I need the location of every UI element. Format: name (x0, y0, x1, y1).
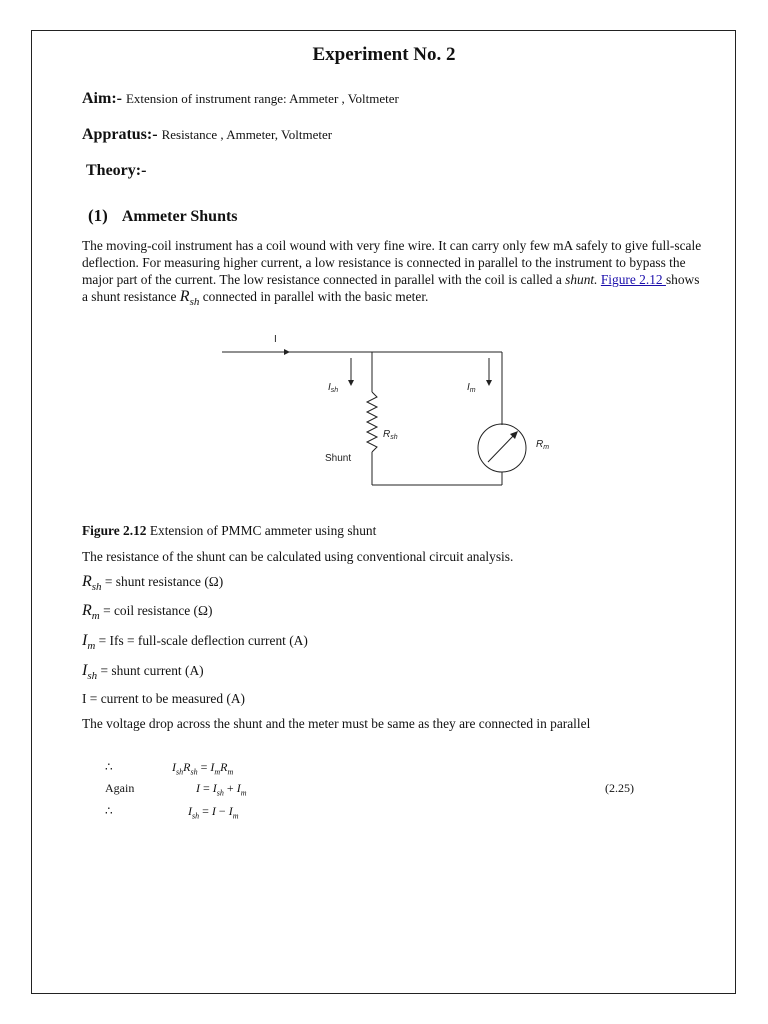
figure-link[interactable]: Figure 2.12 (600, 272, 666, 287)
caption-text: Extension of PMMC ammeter using shunt (146, 523, 377, 538)
apparatus-text: Resistance , Ammeter, Voltmeter (161, 127, 333, 142)
figure-caption (82, 523, 376, 539)
paragraph-part1: The moving-coil instrument has a coil wound with very fine wire. It can carry only few mA safely to give full-scale deflection. For measuring higher current, a low resistance is connected in parallel to the instrument to bypass the major part of the current. The low resistance connected in parallel with the coil is called a (82, 238, 702, 287)
paragraph-part3: connected in parallel with the basic meter. (199, 289, 429, 304)
section-title: Ammeter Shunts (121, 208, 238, 225)
therefore-symbol-2: ∴ (105, 804, 113, 818)
meter-needle (488, 434, 515, 462)
section-heading (88, 206, 238, 226)
therefore-symbol-1: ∴ (105, 760, 113, 774)
definition-ish: $I_{sh}$ = shunt current (A) (82, 662, 204, 683)
aim-row (82, 90, 399, 108)
theory-label: Theory:- (86, 162, 147, 179)
equation-number: (2.25) (605, 781, 634, 795)
shunt-circuit-diagram (222, 330, 550, 490)
voltage-line: The voltage drop across the shunt and the meter must be same as they are connected in parallel (82, 716, 591, 731)
caption-bold: Figure 2.12 (82, 523, 147, 538)
equation-3: $I_{sh} = I - I_m$ (188, 804, 239, 821)
intro-paragraph (82, 237, 702, 311)
ish-arrow-head (348, 380, 354, 386)
again-label: Again (105, 781, 135, 795)
intro-line: The resistance of the shunt can be calculated using conventional circuit analysis. (82, 549, 514, 564)
definition-im: $I_m$ = Ifs = full-scale deflection current (A) (82, 632, 308, 653)
current-definition: I = current to be measured (A) (82, 691, 245, 706)
ish-label: $I_{sh}$ (328, 382, 339, 394)
im-arrow-head (486, 380, 492, 386)
shunt-resistor (367, 392, 377, 452)
rsh-label: $R_{sh}$ (383, 429, 398, 441)
equation-1: $I_{sh}R_{sh} = I_mR_m$ (172, 760, 234, 777)
section-number: (1) (88, 206, 108, 225)
definition-rsh: $R_{sh}$ = shunt resistance (Ω) (82, 573, 224, 594)
apparatus-label: Appratus:- (82, 126, 158, 143)
rm-label: $R_m$ (536, 439, 550, 451)
shunt-label: Shunt (325, 453, 352, 464)
rsh-symbol: $R_{sh}$ (179, 288, 200, 309)
apparatus-row (82, 126, 332, 144)
input-current-arrow (284, 349, 290, 355)
aim-text: Extension of instrument range: Ammeter , Voltmeter (125, 91, 399, 106)
input-current-label: I (274, 334, 277, 345)
aim-label: Aim:- (82, 90, 122, 107)
equation-2: $I = I_{sh} + I_m$ (196, 781, 247, 798)
im-label: $I_m$ (467, 382, 476, 394)
definition-rm: $R_m$ = coil resistance (Ω) (82, 602, 213, 623)
page-title: Experiment No. 2 (312, 44, 456, 65)
shunt-word: shunt. (565, 272, 598, 287)
paragraph-part2: shows a shunt resistance (82, 272, 700, 304)
